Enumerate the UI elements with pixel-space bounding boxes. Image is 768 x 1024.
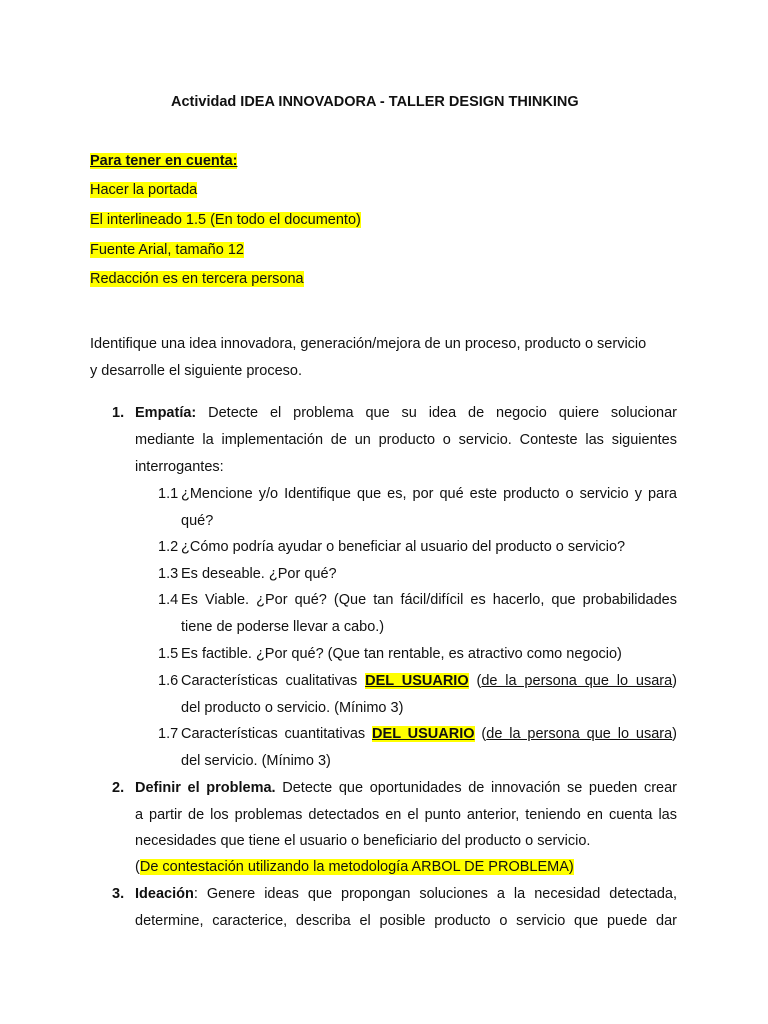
intro-line: Identifique una idea innovadora, generación/mejora de un proceso, producto o servicio bbox=[90, 336, 647, 352]
page-title: Actividad IDEA INNOVADORA - TALLER DESIGN THINKING bbox=[171, 94, 579, 110]
subitem-number: 1.4 bbox=[158, 592, 179, 608]
subitem-number: 1.1 bbox=[158, 486, 179, 502]
subitem-pre: Características cuantitativas bbox=[181, 726, 366, 742]
subitem-text: qué? bbox=[181, 513, 214, 529]
section2-line1 bbox=[135, 778, 677, 798]
subitem-number: 1.5 bbox=[158, 646, 179, 662]
section-number: 1. bbox=[112, 405, 125, 421]
note-item-text: El interlineado 1.5 (En todo el documento) bbox=[90, 212, 361, 228]
subitem-number: 1.3 bbox=[158, 566, 179, 582]
subitem-text: ¿Cómo podría ayudar o beneficiar al usuario del producto o servicio? bbox=[181, 539, 626, 555]
subitem-paren: (de la persona que lo usara) bbox=[481, 726, 678, 742]
highlight-usuario: DEL USUARIO bbox=[365, 673, 469, 689]
note-heading-text: Para tener en cuenta: bbox=[90, 153, 238, 169]
section1-term: Empatía: bbox=[135, 405, 197, 421]
subitem-text: del servicio. (Mínimo 3) bbox=[181, 753, 331, 769]
note-item bbox=[90, 180, 197, 200]
subitem-number: 1.7 bbox=[158, 726, 179, 742]
section3-line1: Ideación: Genere ideas que propongan soluciones a la necesidad detectada, bbox=[135, 886, 678, 902]
section2-term: Definir el problema. bbox=[135, 780, 276, 796]
section3-term: Ideación bbox=[135, 886, 194, 902]
underlined-text: de la persona que lo usara bbox=[486, 726, 673, 742]
subitem-number: 1.2 bbox=[158, 539, 179, 555]
subitem-text: del producto o servicio. (Mínimo 3) bbox=[181, 700, 404, 716]
underlined-text: de la persona que lo usara bbox=[481, 673, 673, 689]
section1-line3: interrogantes: bbox=[135, 459, 224, 475]
note-item bbox=[90, 210, 361, 230]
subitem-text: ¿Mencione y/o Identifique que es, por qué este producto o servicio y para bbox=[181, 486, 677, 502]
subitem-text: Es Viable. ¿Por qué? (Que tan fácil/difícil es hacerlo, que probabilidades bbox=[181, 592, 677, 608]
subitem-text bbox=[181, 724, 677, 744]
note-item bbox=[90, 269, 304, 289]
subitem-number: 1.6 bbox=[158, 673, 179, 689]
subitem-text bbox=[181, 671, 677, 691]
note-heading bbox=[90, 151, 237, 171]
subitem-text: tiene de poderse llevar a cabo.) bbox=[181, 619, 385, 635]
section-number: 2. bbox=[112, 780, 125, 796]
note-item-text: Redacción es en tercera persona bbox=[90, 271, 304, 287]
section2-line3: necesidades que tiene el usuario o beneficiario del producto o servicio. bbox=[135, 833, 591, 849]
section2-line4: (De contestación utilizando la metodología ARBOL DE PROBLEMA) bbox=[135, 859, 574, 875]
section1-text: Detecte el problema que su idea de negocio quiere solucionar bbox=[208, 405, 677, 421]
note-item-text: Fuente Arial, tamaño 12 bbox=[90, 242, 244, 258]
section3-line2: determine, caracterice, describa el posible producto o servicio que puede dar bbox=[135, 913, 677, 929]
section1-line2: mediante la implementación de un producto o servicio. Conteste las siguientes bbox=[135, 432, 677, 448]
section-number: 3. bbox=[112, 886, 125, 902]
section2-text: Detecte que oportunidades de innovación se pueden crear bbox=[282, 780, 677, 796]
intro-line: y desarrolle el siguiente proceso. bbox=[90, 363, 302, 379]
note-item bbox=[90, 240, 244, 260]
section2-highlight: De contestación utilizando la metodología ARBOL DE PROBLEMA) bbox=[139, 859, 574, 875]
subitem-pre: Características cualitativas bbox=[181, 673, 358, 689]
note-item-text: Hacer la portada bbox=[90, 182, 198, 198]
section1-line1 bbox=[135, 403, 677, 423]
subitem-text: Es deseable. ¿Por qué? bbox=[181, 566, 337, 582]
subitem-text: Es factible. ¿Por qué? (Que tan rentable, es atractivo como negocio) bbox=[181, 646, 622, 662]
section3-text: Genere ideas que propongan soluciones a la necesidad detectada, bbox=[206, 886, 678, 902]
subitem-paren: (de la persona que lo usara) bbox=[476, 673, 677, 689]
highlight-usuario: DEL USUARIO bbox=[372, 726, 475, 742]
section2-line2: a partir de los problemas detectados en el punto anterior, teniendo en cuenta las bbox=[135, 807, 677, 823]
